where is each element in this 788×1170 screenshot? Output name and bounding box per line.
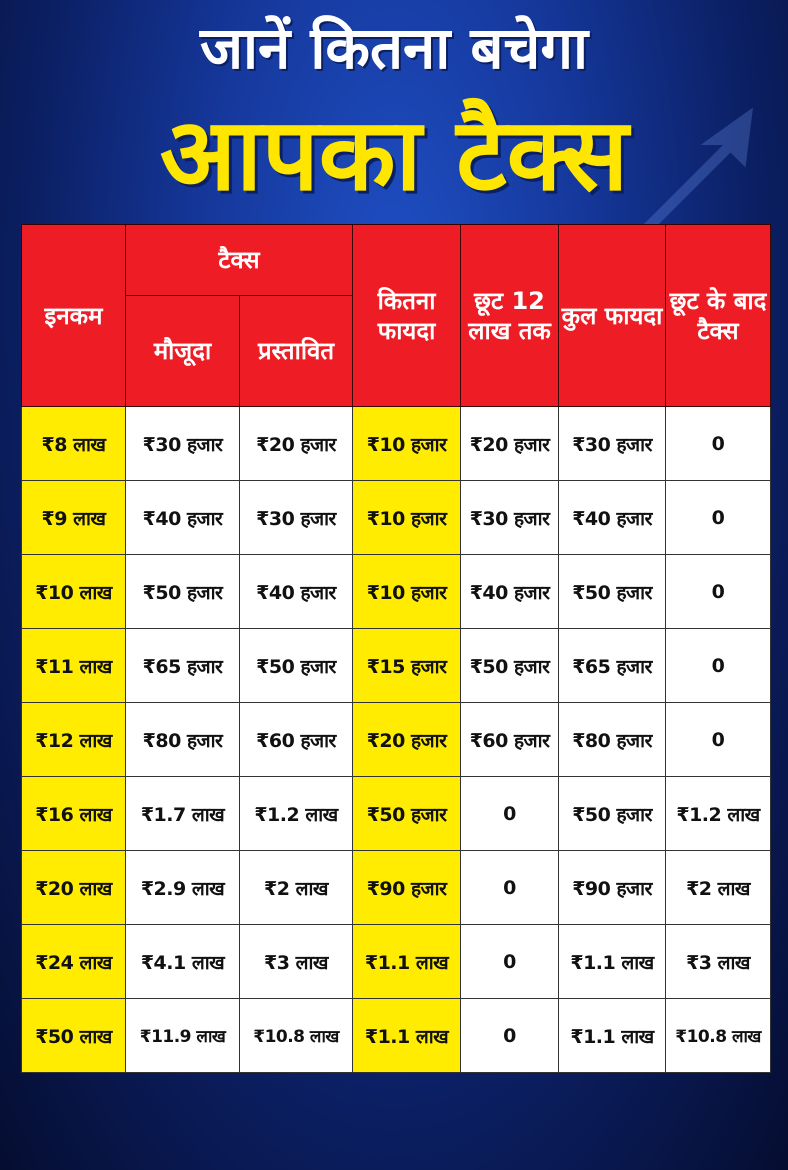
cell-tax-after-rebate: ₹10.8 लाख: [666, 999, 771, 1073]
cell-benefit: ₹1.1 लाख: [353, 999, 461, 1073]
title-line-2: आपका टैक्स: [159, 96, 629, 213]
cell-rebate: 0: [461, 999, 559, 1073]
tax-table: [21, 224, 771, 1073]
header-tax-after-rebate: छूट के बाद टैक्स: [666, 225, 771, 407]
cell-rebate: ₹50 हजार: [461, 629, 559, 703]
cell-proposed-tax: ₹30 हजार: [240, 481, 353, 555]
cell-current-tax: ₹65 हजार: [126, 629, 240, 703]
cell-benefit: ₹90 हजार: [353, 851, 461, 925]
header-current: मौजूदा: [126, 296, 240, 407]
cell-benefit: ₹1.1 लाख: [353, 925, 461, 999]
cell-income: ₹50 लाख: [22, 999, 126, 1073]
cell-proposed-tax: ₹2 लाख: [240, 851, 353, 925]
table-row: [22, 481, 771, 555]
cell-current-tax: ₹40 हजार: [126, 481, 240, 555]
cell-proposed-tax: ₹50 हजार: [240, 629, 353, 703]
cell-income: ₹24 लाख: [22, 925, 126, 999]
cell-income: ₹11 लाख: [22, 629, 126, 703]
cell-total-benefit: ₹30 हजार: [559, 407, 666, 481]
cell-total-benefit: ₹1.1 लाख: [559, 925, 666, 999]
cell-tax-after-rebate: 0: [666, 407, 771, 481]
cell-current-tax: ₹2.9 लाख: [126, 851, 240, 925]
cell-tax-after-rebate: 0: [666, 629, 771, 703]
cell-rebate: ₹60 हजार: [461, 703, 559, 777]
cell-proposed-tax: ₹60 हजार: [240, 703, 353, 777]
cell-rebate: 0: [461, 777, 559, 851]
cell-total-benefit: ₹1.1 लाख: [559, 999, 666, 1073]
cell-current-tax: ₹30 हजार: [126, 407, 240, 481]
cell-income: ₹20 लाख: [22, 851, 126, 925]
cell-tax-after-rebate: 0: [666, 703, 771, 777]
cell-current-tax: ₹4.1 लाख: [126, 925, 240, 999]
header-proposed: प्रस्तावित: [240, 296, 353, 407]
cell-total-benefit: ₹50 हजार: [559, 777, 666, 851]
cell-income: ₹9 लाख: [22, 481, 126, 555]
table-row: [22, 999, 771, 1073]
cell-benefit: ₹50 हजार: [353, 777, 461, 851]
cell-total-benefit: ₹80 हजार: [559, 703, 666, 777]
cell-benefit: ₹10 हजार: [353, 555, 461, 629]
table-row: [22, 407, 771, 481]
cell-rebate: 0: [461, 925, 559, 999]
table-row: [22, 851, 771, 925]
cell-rebate: ₹40 हजार: [461, 555, 559, 629]
cell-income: ₹12 लाख: [22, 703, 126, 777]
cell-current-tax: ₹11.9 लाख: [126, 999, 240, 1073]
table-row: [22, 925, 771, 999]
cell-income: ₹8 लाख: [22, 407, 126, 481]
table-row: [22, 703, 771, 777]
cell-total-benefit: ₹90 हजार: [559, 851, 666, 925]
cell-rebate: 0: [461, 851, 559, 925]
cell-total-benefit: ₹40 हजार: [559, 481, 666, 555]
cell-current-tax: ₹1.7 लाख: [126, 777, 240, 851]
cell-benefit: ₹15 हजार: [353, 629, 461, 703]
cell-total-benefit: ₹65 हजार: [559, 629, 666, 703]
cell-benefit: ₹10 हजार: [353, 481, 461, 555]
cell-proposed-tax: ₹40 हजार: [240, 555, 353, 629]
cell-rebate: ₹30 हजार: [461, 481, 559, 555]
cell-tax-after-rebate: 0: [666, 555, 771, 629]
cell-proposed-tax: ₹20 हजार: [240, 407, 353, 481]
cell-proposed-tax: ₹3 लाख: [240, 925, 353, 999]
header-income: इनकम: [22, 225, 126, 407]
table-row: [22, 629, 771, 703]
cell-tax-after-rebate: ₹2 लाख: [666, 851, 771, 925]
cell-income: ₹10 लाख: [22, 555, 126, 629]
cell-income: ₹16 लाख: [22, 777, 126, 851]
cell-rebate: ₹20 हजार: [461, 407, 559, 481]
cell-benefit: ₹20 हजार: [353, 703, 461, 777]
header-benefit: कितना फायदा: [353, 225, 461, 407]
cell-proposed-tax: ₹10.8 लाख: [240, 999, 353, 1073]
cell-tax-after-rebate: ₹1.2 लाख: [666, 777, 771, 851]
table-row: [22, 777, 771, 851]
cell-current-tax: ₹80 हजार: [126, 703, 240, 777]
header-rebate: छूट 12 लाख तक: [461, 225, 559, 407]
cell-proposed-tax: ₹1.2 लाख: [240, 777, 353, 851]
header-tax: टैक्स: [126, 225, 353, 296]
table-row: [22, 555, 771, 629]
cell-benefit: ₹10 हजार: [353, 407, 461, 481]
cell-tax-after-rebate: 0: [666, 481, 771, 555]
header-total-benefit: कुल फायदा: [559, 225, 666, 407]
title-line-1: जानें कितना बचेगा: [199, 14, 589, 82]
cell-total-benefit: ₹50 हजार: [559, 555, 666, 629]
cell-current-tax: ₹50 हजार: [126, 555, 240, 629]
cell-tax-after-rebate: ₹3 लाख: [666, 925, 771, 999]
